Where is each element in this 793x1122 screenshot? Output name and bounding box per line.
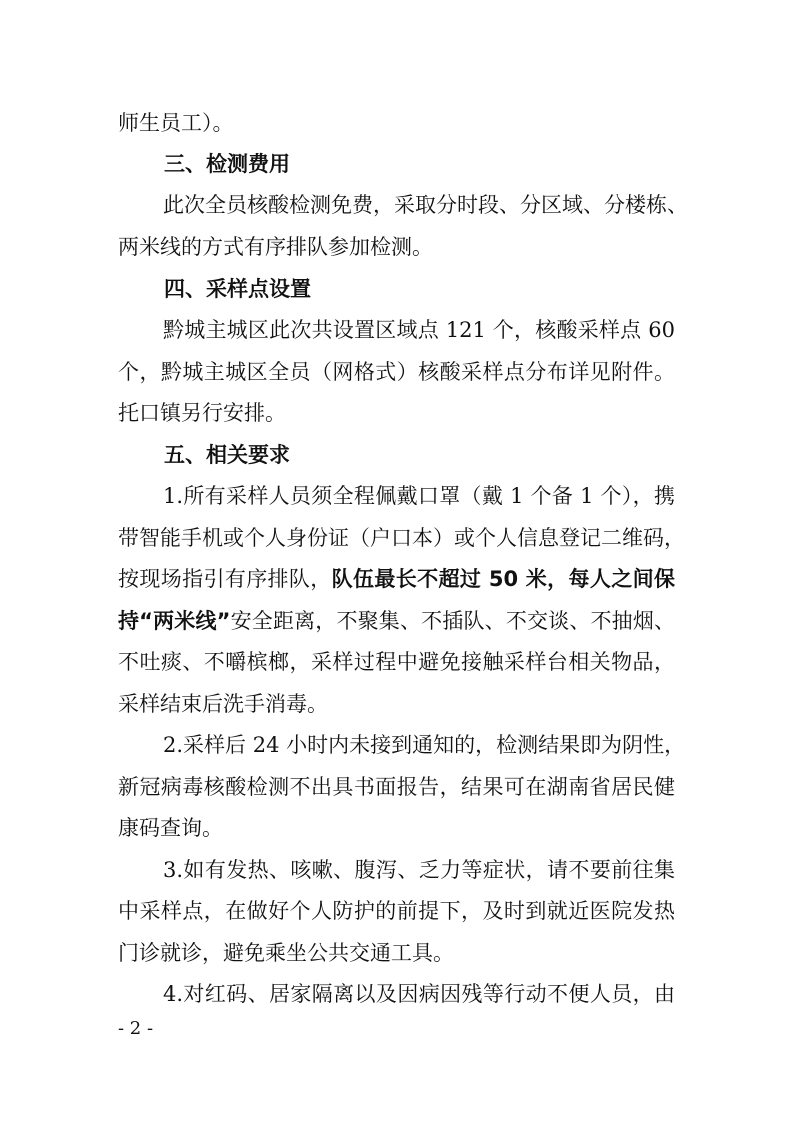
section-heading-requirements: 五、相关要求 bbox=[164, 443, 290, 467]
bold-emphasis: 队伍最长不超过 50 米，每人之间保 bbox=[331, 567, 675, 591]
paragraph-line: 采样结束后洗手消毒。 bbox=[118, 692, 328, 716]
paragraph-line: 此次全员核酸检测免费，采取分时段、分区域、分楼栋、 bbox=[163, 193, 688, 217]
paragraph-line: 个，黔城主城区全员（网格式）核酸采样点分布详见附件。 bbox=[118, 360, 675, 384]
page-number: - 2 - bbox=[118, 1018, 154, 1039]
paragraph-line: 不吐痰、不嚼槟榔，采样过程中避免接触采样台相关物品， bbox=[118, 650, 675, 674]
paragraph-line: 两米线的方式有序排队参加检测。 bbox=[118, 235, 433, 259]
line-text: 按现场指引有序排队， bbox=[118, 567, 332, 591]
line-text: 安全距离，不聚集、不插队、不交谈、不抽烟、 bbox=[230, 609, 675, 633]
paragraph-line: 3.如有发热、咳嗽、腹泻、乏力等症状，请不要前往集 bbox=[163, 858, 675, 882]
paragraph-line: 带智能手机或个人身份证（户口本）或个人信息登记二维码， bbox=[118, 526, 685, 550]
paragraph-line-mixed bbox=[118, 569, 675, 590]
paragraph-line: 黔城主城区此次共设置区域点 121 个，核酸采样点 60 bbox=[163, 318, 675, 342]
paragraph-line: 门诊就诊，避免乘坐公共交通工具。 bbox=[118, 941, 454, 965]
paragraph-line: 1.所有采样人员须全程佩戴口罩（戴 1 个备 1 个），携 bbox=[163, 484, 675, 508]
paragraph-line: 师生员工）。 bbox=[118, 111, 234, 135]
paragraph-line: 4.对红码、居家隔离以及因病因残等行动不便人员，由 bbox=[163, 982, 675, 1006]
paragraph-line: 托口镇另行安排。 bbox=[118, 401, 286, 425]
bold-emphasis: 持“两米线” bbox=[118, 609, 231, 633]
paragraph-line-mixed bbox=[118, 611, 675, 632]
paragraph-line: 新冠病毒核酸检测不出具书面报告，结果可在湖南省居民健 bbox=[118, 775, 675, 799]
paragraph-line: 中采样点，在做好个人防护的前提下，及时到就近医院发热 bbox=[118, 899, 675, 923]
paragraph-line: 康码查询。 bbox=[118, 816, 223, 840]
paragraph-line: 2.采样后 24 小时内未接到通知的，检测结果即为阴性， bbox=[163, 733, 686, 757]
section-heading-sites: 四、采样点设置 bbox=[164, 277, 311, 301]
section-heading-fees: 三、检测费用 bbox=[164, 152, 290, 176]
